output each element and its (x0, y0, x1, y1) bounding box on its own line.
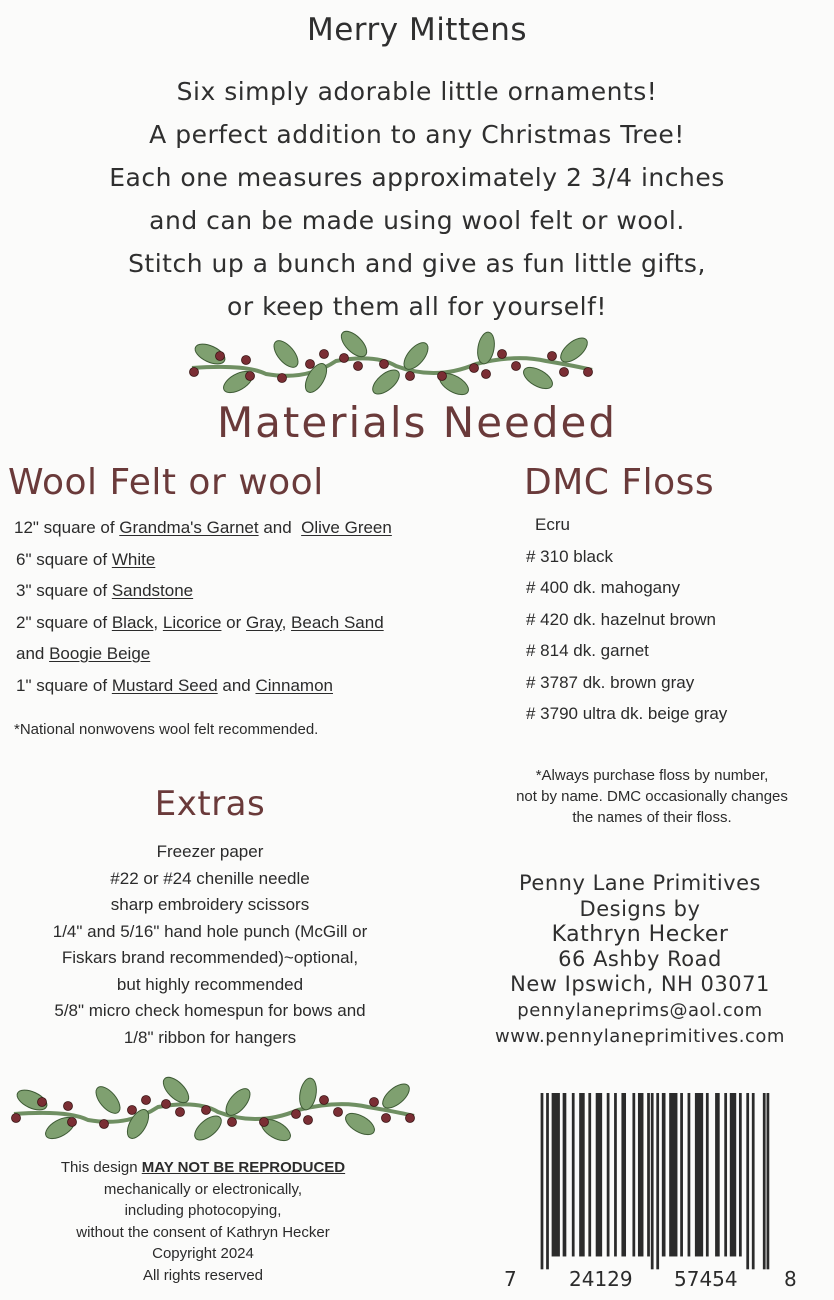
list-item (14, 544, 392, 576)
street-address: 66 Ashby Road (558, 947, 722, 971)
upc-barcode (504, 1093, 797, 1291)
extras-item: Freezer paper (156, 842, 264, 861)
materials-heading: Materials Needed (216, 398, 618, 447)
connector: and (217, 675, 256, 695)
legal-line: Copyright 2024 (152, 1245, 254, 1262)
list-item (14, 607, 392, 639)
connector: and (258, 518, 297, 537)
legal-line: All rights reserved (142, 1266, 264, 1284)
intro-line: A perfect addition to any Christmas Tree! (149, 120, 685, 149)
connector: or (221, 612, 247, 632)
connector: , (281, 612, 292, 632)
floss-item: # 400 dk. mahogany (526, 578, 681, 597)
item-size: 12" square of (14, 518, 120, 537)
note-line: the names of their floss. (572, 809, 732, 826)
floss-item: Ecru (535, 515, 570, 534)
item-size: 2" square of (16, 612, 112, 632)
barcode-left-group: 24129 (569, 1267, 633, 1291)
color-name: White (111, 549, 156, 569)
barcode-bars-icon (524, 1093, 796, 1273)
extras-heading: Extras (154, 784, 266, 824)
barcode-first-digit: 7 (504, 1267, 517, 1291)
extras-item: 1/8" ribbon for hangers (123, 1027, 297, 1047)
intro-line: Six simply adorable little ornaments! (176, 77, 658, 106)
color-name: Olive Green (301, 518, 392, 537)
extras-item: 5/8" micro check homespun for bows and (54, 1001, 366, 1020)
color-name: Gray (246, 612, 282, 632)
wool-list (14, 512, 392, 701)
dmc-heading: DMC Floss (524, 462, 715, 503)
designs-by-label: Designs by (579, 897, 701, 921)
extras-list (0, 839, 420, 1051)
note-line: *Always purchase floss by number, (535, 767, 769, 784)
legal-prefix: This design (60, 1159, 142, 1176)
floss-item: # 3790 ultra dk. beige gray (526, 704, 728, 723)
item-size: 6" square of (16, 549, 112, 569)
pattern-title: Merry Mittens (306, 12, 527, 48)
note-line: not by name. DMC occasionally changes (516, 788, 788, 805)
holly-vine-icon (8, 1072, 420, 1142)
color-name: Black (111, 612, 154, 632)
intro-line: and can be made using wool felt or wool. (149, 206, 685, 235)
company-name: Penny Lane Primitives (519, 871, 761, 895)
barcode-check-digit: 8 (784, 1267, 797, 1291)
color-name: Mustard Seed (111, 675, 218, 695)
designer-name: Kathryn Hecker (551, 922, 729, 947)
connector: and (16, 644, 50, 663)
copyright-notice (0, 1157, 406, 1286)
extras-item: #22 or #24 chenille needle (110, 868, 310, 888)
city-state-zip: New Ipswich, NH 03071 (510, 972, 770, 996)
connector: , (153, 612, 163, 632)
legal-warning: MAY NOT BE REPRODUCED (141, 1159, 346, 1176)
item-size: 3" square of (16, 581, 112, 600)
floss-item: # 310 black (526, 546, 613, 566)
designer-contact (490, 870, 790, 1050)
intro-line: Stitch up a bunch and give as fun little gifts, (128, 249, 706, 278)
extras-item: sharp embroidery scissors (110, 895, 310, 914)
legal-line (0, 1157, 406, 1179)
floss-item: # 420 dk. hazelnut brown (526, 609, 716, 629)
color-name: Boogie Beige (49, 644, 151, 663)
wool-heading: Wool Felt or wool (8, 462, 324, 503)
list-item (14, 670, 392, 702)
intro-text (0, 70, 834, 328)
color-name: Licorice (162, 612, 222, 632)
extras-item: 1/4" and 5/16" hand hole punch (McGill or (52, 921, 368, 941)
dmc-note (470, 765, 834, 828)
barcode-right-group: 57454 (674, 1267, 738, 1291)
dmc-floss-list (526, 509, 727, 730)
legal-line: without the consent of Kathryn Hecker (76, 1223, 330, 1241)
website: www.pennylaneprimitives.com (495, 1026, 785, 1047)
extras-item: Fiskars brand recommended)~optional, (61, 948, 359, 967)
color-name: Sandstone (111, 581, 194, 600)
floss-item: # 3787 dk. brown gray (526, 672, 695, 692)
legal-line: including photocopying, (124, 1202, 282, 1219)
color-name: Grandma's Garnet (119, 518, 259, 537)
list-item (14, 575, 392, 607)
wool-note: *National nonwovens wool felt recommended. (14, 721, 319, 738)
intro-line: or keep them all for yourself! (227, 292, 607, 321)
floss-item: # 814 dk. garnet (526, 641, 649, 660)
email: pennylaneprims@aol.com (517, 1000, 763, 1021)
color-name: Beach Sand (291, 612, 384, 632)
color-name: Cinnamon (255, 675, 333, 695)
intro-line: Each one measures approximately 2 3/4 inches (109, 163, 725, 192)
legal-line: mechanically or electronically, (103, 1180, 303, 1198)
holly-vine-icon (186, 326, 598, 396)
extras-item: but highly recommended (116, 974, 304, 994)
list-item (14, 638, 392, 670)
list-item (14, 512, 392, 544)
item-size: 1" square of (16, 675, 112, 695)
